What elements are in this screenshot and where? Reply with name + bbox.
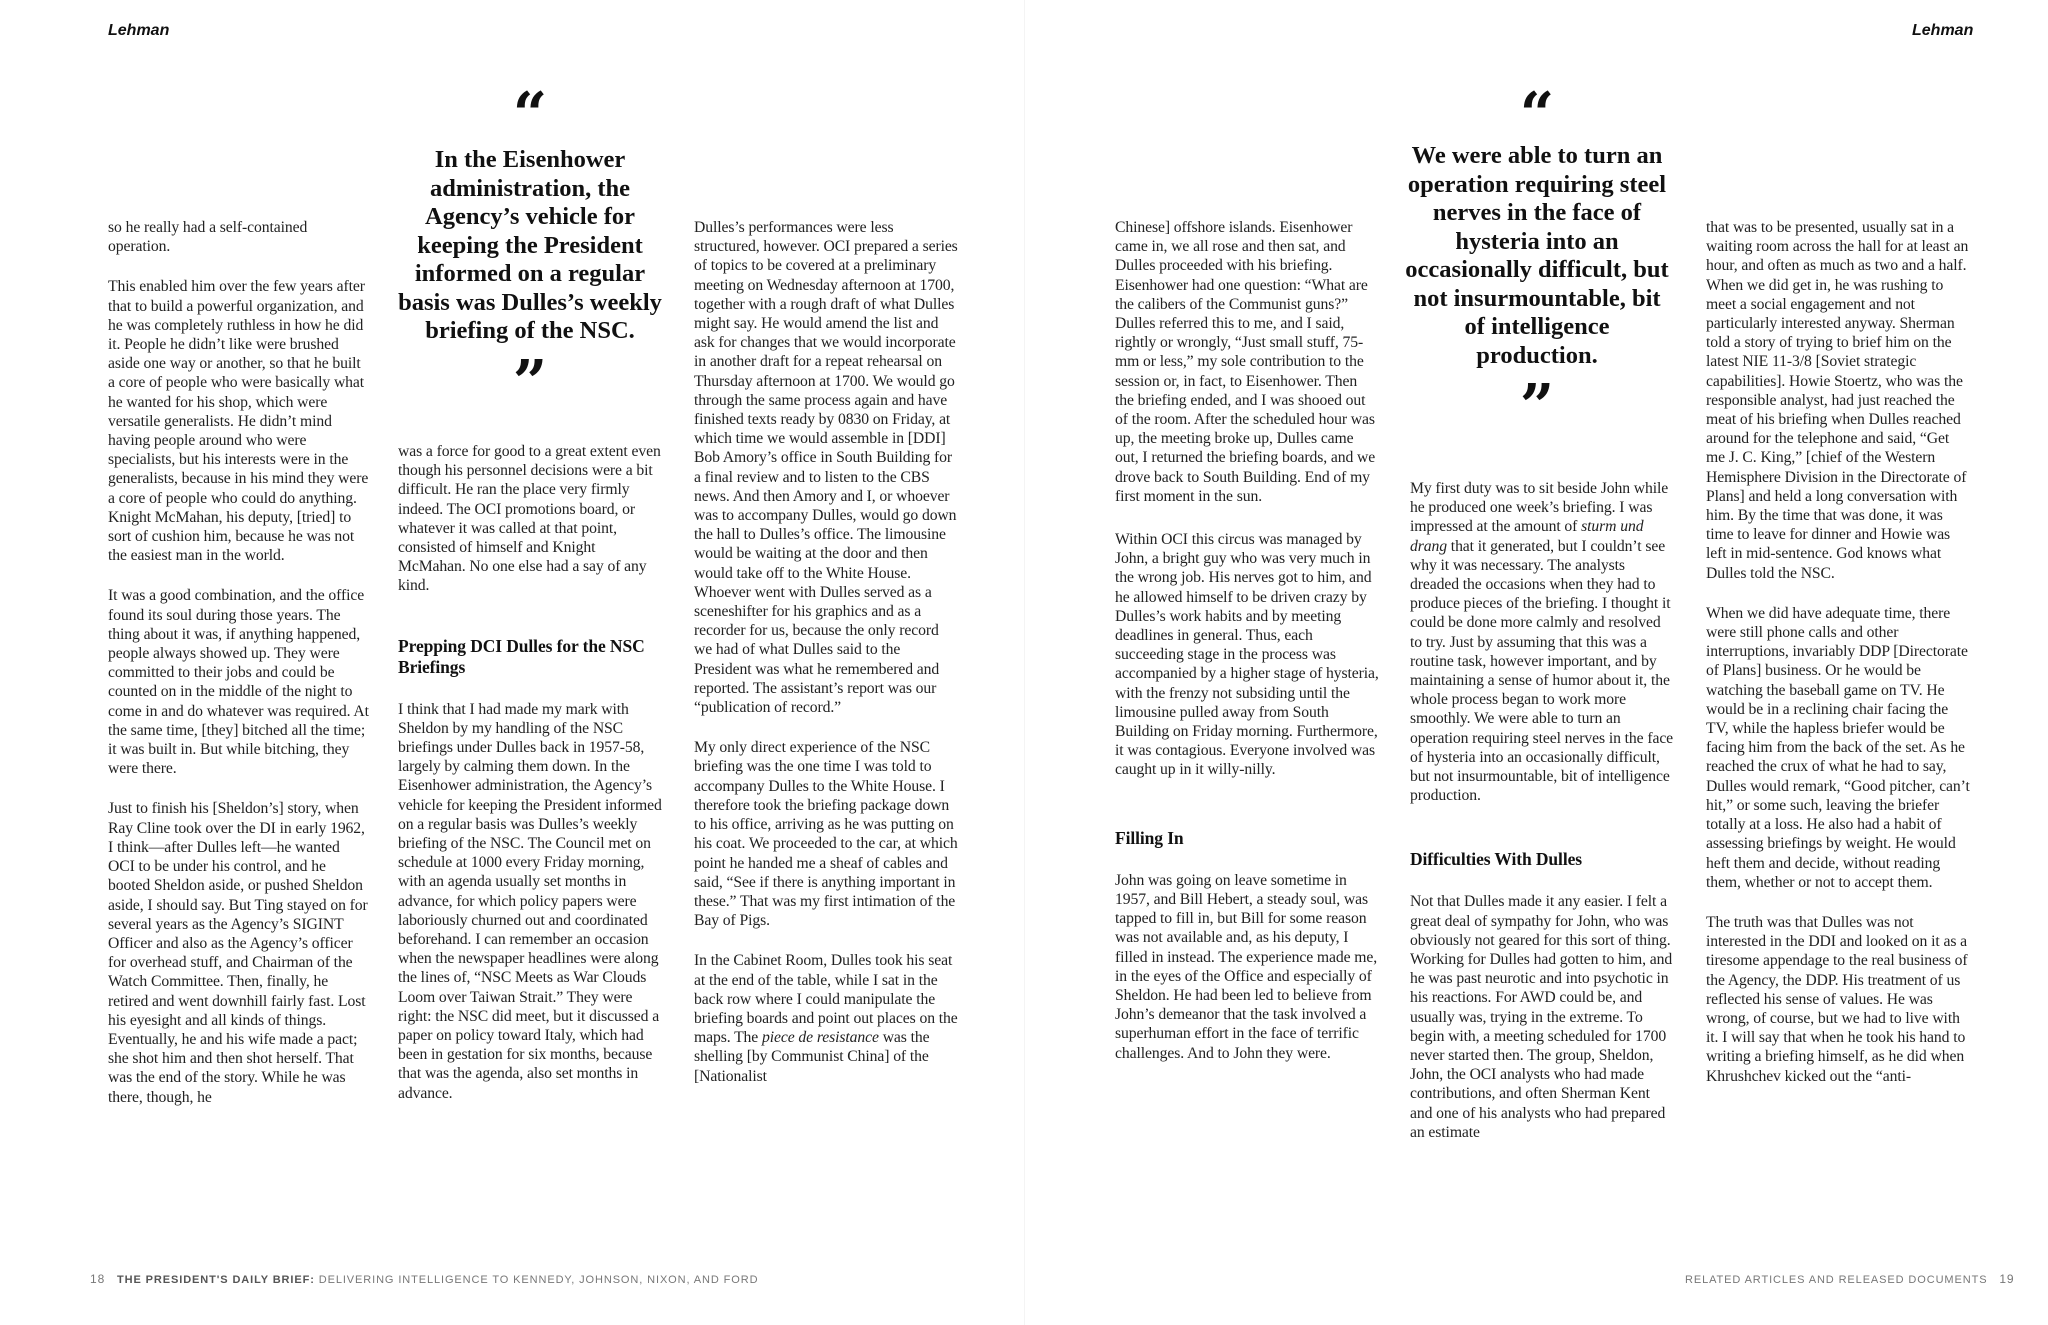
paragraph: John was going on leave sometime in 1957, and Bill Hebert, a steady soul, was tapped to fill in, but Bill for some reason was not available and, as his deputy, I filled in instead. The experience made me, in the eyes of the Office and especially of Sheldon. He had been led to believe from John’s demeanor that the task involved a superhuman effort in the face of terrific challenges. And to John they were. xyxy=(1115,871,1378,1062)
text-run: that it generated, but I couldn’t see why it was necessary. The analysts dreaded the occasions when they had to produce pieces of the briefing. I thought it could be done more calmly and resolved to try. Just by assuming that this was a routine task, however important, and by maintaining a sense of humor about it, the whole process began to work more smoothly. We were able to turn an operation requiring steel nerves in the face of hysteria into an occasionally difficult, but not insurmountable, bit of intelligence production. xyxy=(1410,537,1674,805)
close-quote-mark: ” xyxy=(1519,382,1555,432)
page-number: 19 xyxy=(1999,1272,2015,1286)
section-heading: Prepping DCI Dulles for the NSC Briefings xyxy=(398,635,645,677)
footer-title: THE PRESIDENT'S DAILY BRIEF: xyxy=(117,1274,315,1286)
right-page-column-1 xyxy=(1115,218,1379,1084)
paragraph: so he really had a self-contained operation. xyxy=(108,219,308,256)
left-page-column-1 xyxy=(108,218,370,1128)
paragraph: that was to be presented, usually sat in a waiting room across the hall for at least an hour, and often as much as two and a half. When we did get in, he was rushing to meet a social engagement and not particularly interested anyway. Sherman told a story of trying to brief him on the latest NIE 11-3/8 [Soviet strategic capabilities]. Howie Stoertz, who was the responsible analyst, had just reached the meat of his briefing when Dulles reached around for the telephone and said, “Get me J. C. King,” [chief of the Western Hemisphere Division in the Directorate of Plans] and held a long conversation with him. By the time that was done, it was time to leave for dinner and Howie was left in mid-sentence. God knows what Dulles told the NSC. xyxy=(1706,219,1969,582)
paragraph: Not that Dulles made it any easier. I felt a great deal of sympathy for John, who was obviously not geared for this sort of thing. Working for Dulles had gotten to him, and he was past neurotic and into psychotic in his reactions. For AWD could be, and usually was, trying in the extreme. To begin with, a meeting scheduled for 1700 never started then. The group, Sheldon, John, the OCI analysts who had made contributions, and often Sherman Kent and one of his analysts who had prepared an estimate xyxy=(1410,893,1673,1141)
running-head-right: Lehman xyxy=(1912,22,1974,39)
footer-subtitle: DELIVERING INTELLIGENCE TO KENNEDY, JOHNSON, NIXON, AND FORD xyxy=(318,1274,759,1286)
page-gutter xyxy=(1024,0,1025,1325)
text-run: was the shelling [by Communist China] of the [Nationalist xyxy=(694,1029,930,1085)
paragraph: I think that I had made my mark with Sheldon by my handling of the NSC briefings under Dulles back in 1957-58, largely by calming them down. In the Eisenhower administration, the Agency’s vehicle for keeping the President informed on a regular basis was Dulles’s weekly briefing of the NSC. The Council met on schedule at 1000 every Friday morning, with an agenda usually set months in advance, for which policy papers were laboriously churned out and coordinated beforehand. I can remember an occasion when the newspaper headlines were along the lines of, “NSC Meets as War Clouds Loom over Taiwan Strait.” They were right: the NSC did meet, but it discussed a paper on policy toward Italy, which had been in gestation for six months, because that was the agenda, also set months in advance. xyxy=(398,700,662,1102)
section-heading: Difficulties With Dulles xyxy=(1410,849,1582,870)
pull-quote-right xyxy=(1402,90,1672,432)
page-number: 18 xyxy=(90,1272,106,1286)
pull-quote-text: In the Eisenhower administration, the Agency’s vehicle for keeping the President informed on a regular basis was Dulles’s weekly briefing of the NSC. xyxy=(398,146,662,344)
right-page-column-2 xyxy=(1410,479,1674,1163)
italic-text: sturm und drang xyxy=(1410,518,1644,555)
paragraph: Chinese] offshore islands. Eisenhower came in, we all rose and then sat, and Dulles proceeded with his briefing. Eisenhower had one question: “What are the calibers of the Communist guns?” Dulles referred this to me, and I said, rightly or wrongly, “Just small stuff, 75-mm or less,” my sole contribution to the session or, in fact, to Eisenhower. Then the briefing ended, and I was shooed out of the room. After the scheduled hour was up, the meeting broke up, Dulles came out, I returned the briefing boards, and we drove back to South Building. End of my first moment in the sun. xyxy=(1115,219,1376,505)
italic-text: piece de resistance xyxy=(762,1029,879,1047)
paragraph xyxy=(1410,479,1674,805)
running-head-left: Lehman xyxy=(108,22,170,39)
paragraph: When we did have adequate time, there were still phone calls and other interruptions, invariably DDP [Directorate of Plans] business. Or he would be watching the baseball game on TV. He would be in a reclining chair facing the TV, while the hapless briefer would be facing him from the back of the set. As he reached the crux of what he had to say, Dulles would remark, “Good pitcher, can’t hit,” or some such, leaving the briefer totally at a loss. He also had a habit of assessing briefings by weight. He would heft them and decide, without reading them, whether or not to accept them. xyxy=(1706,604,1970,891)
paragraph: was a force for good to a great extent even though his personnel decisions were a bit difficult. He ran the place very firmly indeed. The OCI promotions board, or whatever it was called at that point, consisted of himself and Knight McMahan. No one else had a say of any kind. xyxy=(398,443,661,595)
open-quote-mark: “ xyxy=(1519,90,1555,140)
paragraph: Just to finish his [Sheldon’s] story, when Ray Cline took over the DI in early 1962, I think—after Dulles left—he wanted OCI to be under his control, and he booted Sheldon aside, or pushed Sheldon aside, I should say. But Ting stayed on for several years as the Agency’s SIGINT Officer and also as the Agency’s officer for overhead stuff, and Chairman of the Watch Committee. Then, finally, he retired and went downhill fairly fast. Lost his eyesight and all kinds of things. Eventually, he and his wife made a pact; she shot him and then shot herself. That was the end of the story. While he was there, though, he xyxy=(108,800,368,1106)
pull-quote-text: We were able to turn an operation requiring steel nerves in the face of hysteria into an occasionally difficult, but not insurmountable, bit of intelligence production. xyxy=(1405,142,1669,369)
paragraph: Dulles’s performances were less structured, however. OCI prepared a series of topics to be covered at a preliminary meeting on Wednesday afternoon at 1700, together with a rough draft of what Dulles might say. He would amend the list and ask for changes that we would incorporate in another draft for a repeat rehearsal on Thursday afternoon at 1700. We would go through the same process again and have finished texts ready by 0830 on Friday, at which time we would assemble in [DDI] Bob Amory’s office in South Building for a final review and to listen to the CBS news. And then Amory and I, or whoever was to accompany Dulles, would go down the hall to Dulles’s office. The limousine would be waiting at the door and then would take off to the White House. Whoever went with Dulles served as a sceneshifter for his graphics and as a recorder for us, because the only record we had of what Dulles said to the President was what he remembered and reported. The assistant’s report was our “publication of record.” xyxy=(694,219,958,717)
pull-quote-left xyxy=(398,90,662,408)
paragraph: My only direct experience of the NSC briefing was the one time I was told to accompany Dulles to the White House. I therefore took the briefing package down to his office, arriving as he was putting on his coat. We proceeded to the car, at which point he handed me a sheaf of cables and said, “See if there is anything important in these.” That was my first intimation of the Bay of Pigs. xyxy=(694,739,958,930)
text-run: My first duty was to sit beside John while he produced one week’s briefing. I was impressed at the amount of xyxy=(1410,480,1669,536)
paragraph xyxy=(694,951,958,1085)
close-quote-mark: ” xyxy=(512,357,548,408)
text-run: In the Cabinet Room, Dulles took his seat at the end of the table, while I sat in the back row where I could manipulate the briefing boards and point out places on the maps. The xyxy=(694,952,958,1047)
section-heading: Filling In xyxy=(1115,827,1184,848)
paragraph: This enabled him over the few years after that to build a powerful organization, and he was completely ruthless in how he did it. People he didn’t like were brushed aside one way or another, so that he built a core of people who were basically what he wanted for his shop, which were versatile generalists. He didn’t mind having people around who were specialists, but his interests were in the generalists, because in his mind they were a core of people who could do anything. Knight McMahan, his deputy, [tried] to sort of cushion him, because he was not the easiest man in the world. xyxy=(108,278,369,565)
left-page-column-2 xyxy=(398,442,662,1124)
footer-title: RELATED ARTICLES AND RELEASED DOCUMENTS xyxy=(1685,1274,1988,1286)
right-page-column-3 xyxy=(1706,218,1970,1107)
left-page-column-3 xyxy=(694,218,958,1107)
footer-left xyxy=(90,1272,758,1286)
footer-right xyxy=(1685,1272,2014,1286)
paragraph: It was a good combination, and the office found its soul during those years. The thing about it was, if anything happened, people always showed up. They were committed to their jobs and could be counted on in the middle of the night to come in and do whatever was required. At the same time, [they] bitched all the time; it was built in. But while bitching, they were there. xyxy=(108,587,369,778)
paragraph: Within OCI this circus was managed by John, a bright guy who was very much in the wrong job. His nerves got to him, and he allowed himself to be driven crazy by Dulles’s work habits and by meeting deadlines in general. Thus, each succeeding stage in the process was accompanied by a higher stage of hysteria, with the frenzy not subsiding until the limousine pulled away from South Building on Friday morning. Furthermore, it was contagious. Everyone involved was caught up in it willy-nilly. xyxy=(1115,531,1379,779)
open-quote-mark: “ xyxy=(512,90,548,140)
paragraph: The truth was that Dulles was not interested in the DDI and looked on it as a tiresome appendage to the real business of the Agency, the DDP. His treatment of us reflected his sense of values. He was wrong, of course, but we had to live with it. I will say that when he took his hand to writing a briefing himself, as he did when Khrushchev kicked out the “anti- xyxy=(1706,913,1968,1085)
